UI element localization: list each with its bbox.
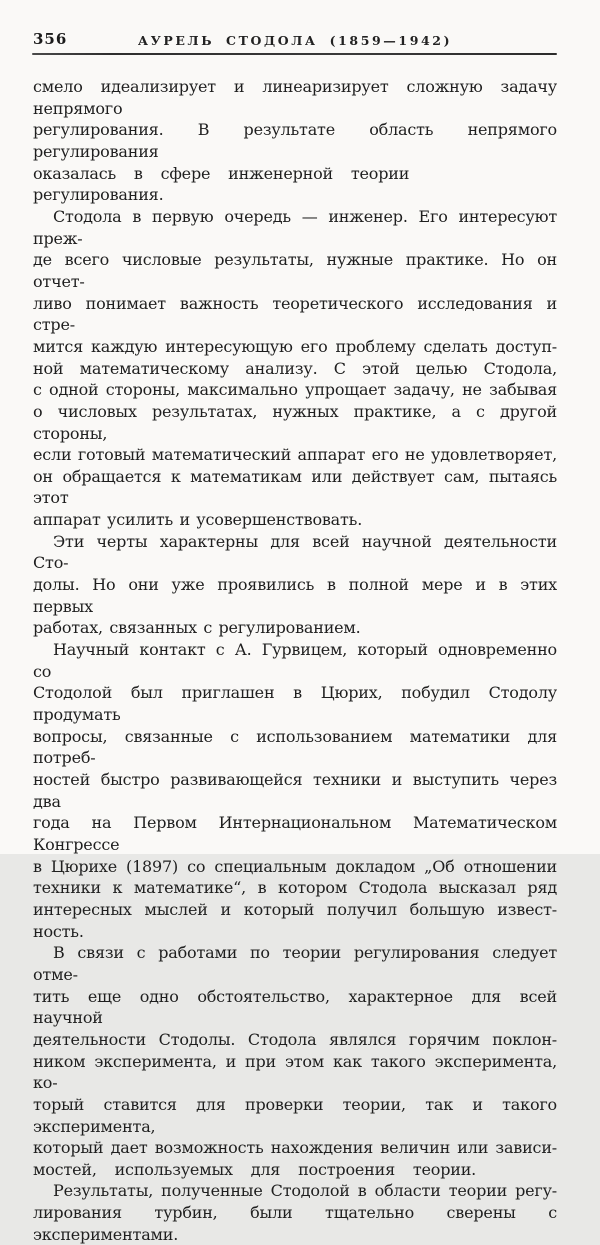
- text-line: года на Первом Интернациональном Математическом Конгрессе: [33, 813, 557, 854]
- text-line: де всего числовые результаты, нужные практике. Но он отчет-: [33, 250, 557, 291]
- body-text: [33, 76, 557, 1245]
- text-line: торый ставится для проверки теории, так и такого эксперимента,: [33, 1094, 557, 1136]
- text-line: ность.: [33, 921, 84, 941]
- text-line: смело идеализирует и линеаризирует сложную задачу непрямого: [33, 77, 557, 118]
- page-header: [33, 30, 557, 48]
- text-line: если готовый математический аппарат его не удовлетворяет,: [33, 445, 557, 465]
- text-line: деятельности Стодолы. Стодола являлся горячим поклон-: [33, 1029, 557, 1049]
- text-line: В связи с работами по теории регулирования следует отме-: [33, 943, 557, 984]
- text-line: Эти черты характерны для всей научной деятельности Сто-: [33, 531, 557, 573]
- text-line: мостей, используемых для построения теории.: [33, 1159, 477, 1179]
- text-line: тить еще одно обстоятельство, характерное для всей научной: [33, 986, 557, 1028]
- text-line: долы. Но они уже проявились в полной мере и в этих первых: [33, 575, 557, 616]
- text-line: ником эксперимента, и при этом как такого эксперимента, ко-: [33, 1051, 557, 1093]
- text-line: Результаты, полученные Стодолой в области теории регу-: [53, 1181, 557, 1201]
- text-line: ностей быстро развивающейся техники и выступить через два: [33, 770, 557, 811]
- text-line: он обращается к математикам или действует сам, пытаясь этот: [33, 466, 557, 508]
- text-line: Научный контакт с А. Гурвицем, который одновременно со: [33, 640, 557, 681]
- text-line: лирования турбин, были тщательно сверены с экспериментами.: [33, 1203, 557, 1244]
- text-line: который дает возможность нахождения величин или зависи-: [33, 1138, 557, 1158]
- text-line: техники к математике“, в котором Стодола высказал ряд: [33, 878, 557, 898]
- text-line: оказалась в сфере инженерной теории регулирования.: [33, 163, 410, 205]
- text-line: мится каждую интересующую его проблему сделать доступ-: [33, 336, 557, 356]
- text-line: работах, связанных с регулированием.: [33, 618, 361, 638]
- text-line: Стодолой был приглашен в Цюрих, побудил Стодолу продумать: [33, 683, 557, 725]
- text-line: ной математическому анализу. С этой целью Стодола,: [33, 358, 557, 378]
- text-line: Стодола в первую очередь — инженер. Его интересуют преж-: [33, 206, 557, 248]
- text-line: о числовых результатах, нужных практике, а с другой стороны,: [33, 401, 557, 443]
- text-line: интересных мыслей и который получил большую извест-: [33, 899, 557, 919]
- header-rule: [32, 53, 557, 55]
- text-line: вопросы, связанные с использованием математики для потреб-: [33, 726, 557, 768]
- running-title: АУРЕЛЬ СТОДОЛА (1859—1942): [137, 33, 453, 48]
- text-line: регулирования. В результате область непрямого регулирования: [33, 120, 557, 161]
- text-line: с одной стороны, максимально упрощает задачу, не забывая: [33, 380, 557, 400]
- text-line: аппарат усилить и усовершенствовать.: [33, 510, 363, 530]
- text-line: в Цюрихе (1897) со специальным докладом „Об отношении: [33, 856, 557, 876]
- text-line: ливо понимает важность теоретического исследования и стре-: [33, 293, 557, 335]
- page-number: 356: [33, 30, 68, 48]
